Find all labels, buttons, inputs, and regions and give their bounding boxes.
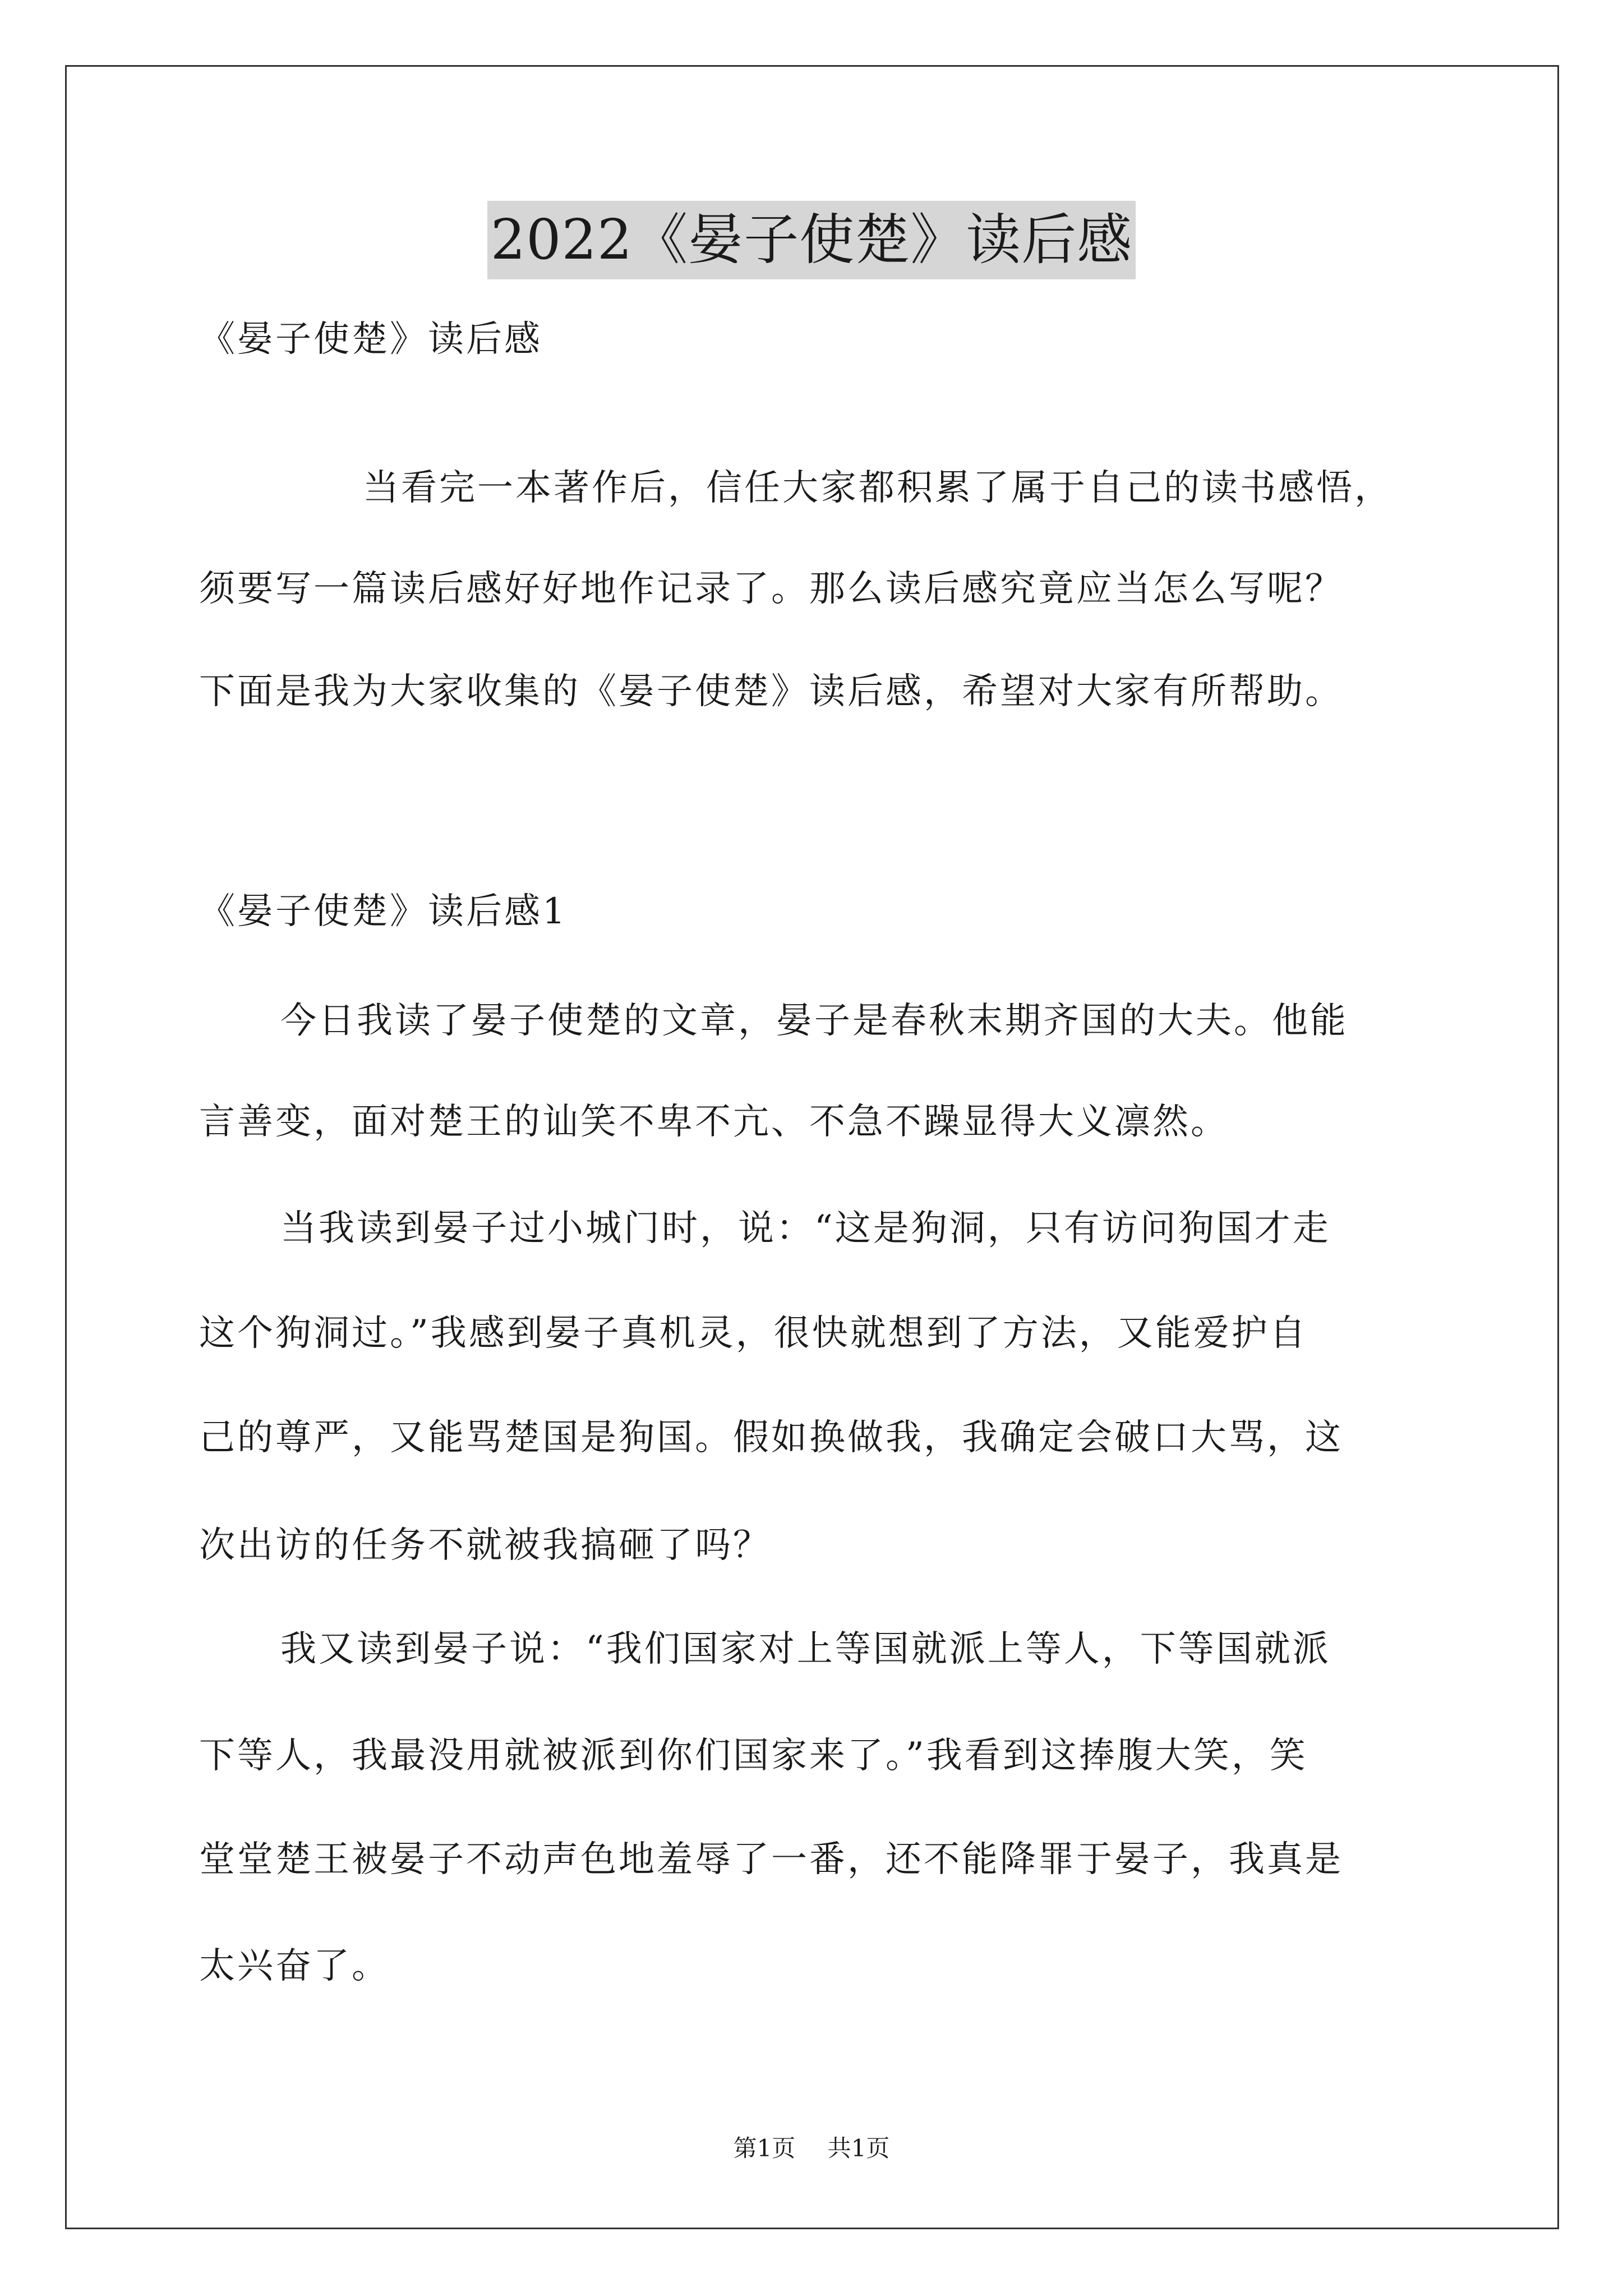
- document-title: 2022《晏子使楚》读后感: [487, 201, 1136, 279]
- paragraph-1-line-1: 今日我读了晏子使楚的文章，晏子是春秋末期齐国的大夫。他能: [280, 1000, 1348, 1042]
- page-border: [65, 65, 1559, 2229]
- title-container: [0, 201, 1623, 279]
- paragraph-3-line-2: 下等人，我最没用就被派到你们国家来了。”我看到这捧腹大笑，笑: [199, 1735, 1308, 1777]
- paragraph-3-line-1: 我又读到晏子说：“我们国家对上等国就派上等人，下等国就派: [280, 1628, 1331, 1670]
- paragraph-2-line-1: 当我读到晏子过小城门时，说：“这是狗洞，只有访问狗国才走: [280, 1208, 1331, 1249]
- intro-line-1: 当看完一本著作后，信任大家都积累了属于自己的读书感悟，: [363, 467, 1393, 509]
- paragraph-2-line-4: 次出访的任务不就被我搞砸了吗？: [199, 1525, 771, 1566]
- page-footer: [0, 2132, 1623, 2165]
- paragraph-1-line-2: 言善变，面对楚王的讪笑不卑不亢、不急不躁显得大义凛然。: [199, 1101, 1229, 1143]
- paragraph-3-line-4: 太兴奋了。: [199, 1945, 390, 1987]
- paragraph-2-line-3: 己的尊严，又能骂楚国是狗国。假如换做我，我确定会破口大骂，这: [199, 1417, 1343, 1458]
- page-total: 共1页: [827, 2134, 890, 2162]
- paragraph-2-line-2: 这个狗洞过。”我感到晏子真机灵，很快就想到了方法，又能爱护自: [199, 1313, 1308, 1354]
- subtitle-heading: 《晏子使楚》读后感: [199, 319, 542, 360]
- section-heading-1: 《晏子使楚》读后感1: [199, 891, 568, 932]
- intro-line-2: 须要写一篇读后感好好地作记录了。那么读后感究竟应当怎么写呢？: [199, 568, 1343, 610]
- page-number: 第1页: [733, 2134, 796, 2162]
- paragraph-3-line-3: 堂堂楚王被晏子不动声色地羞辱了一番，还不能降罪于晏子，我真是: [199, 1839, 1343, 1880]
- intro-line-3: 下面是我为大家收集的《晏子使楚》读后感，希望对大家有所帮助。: [199, 671, 1343, 712]
